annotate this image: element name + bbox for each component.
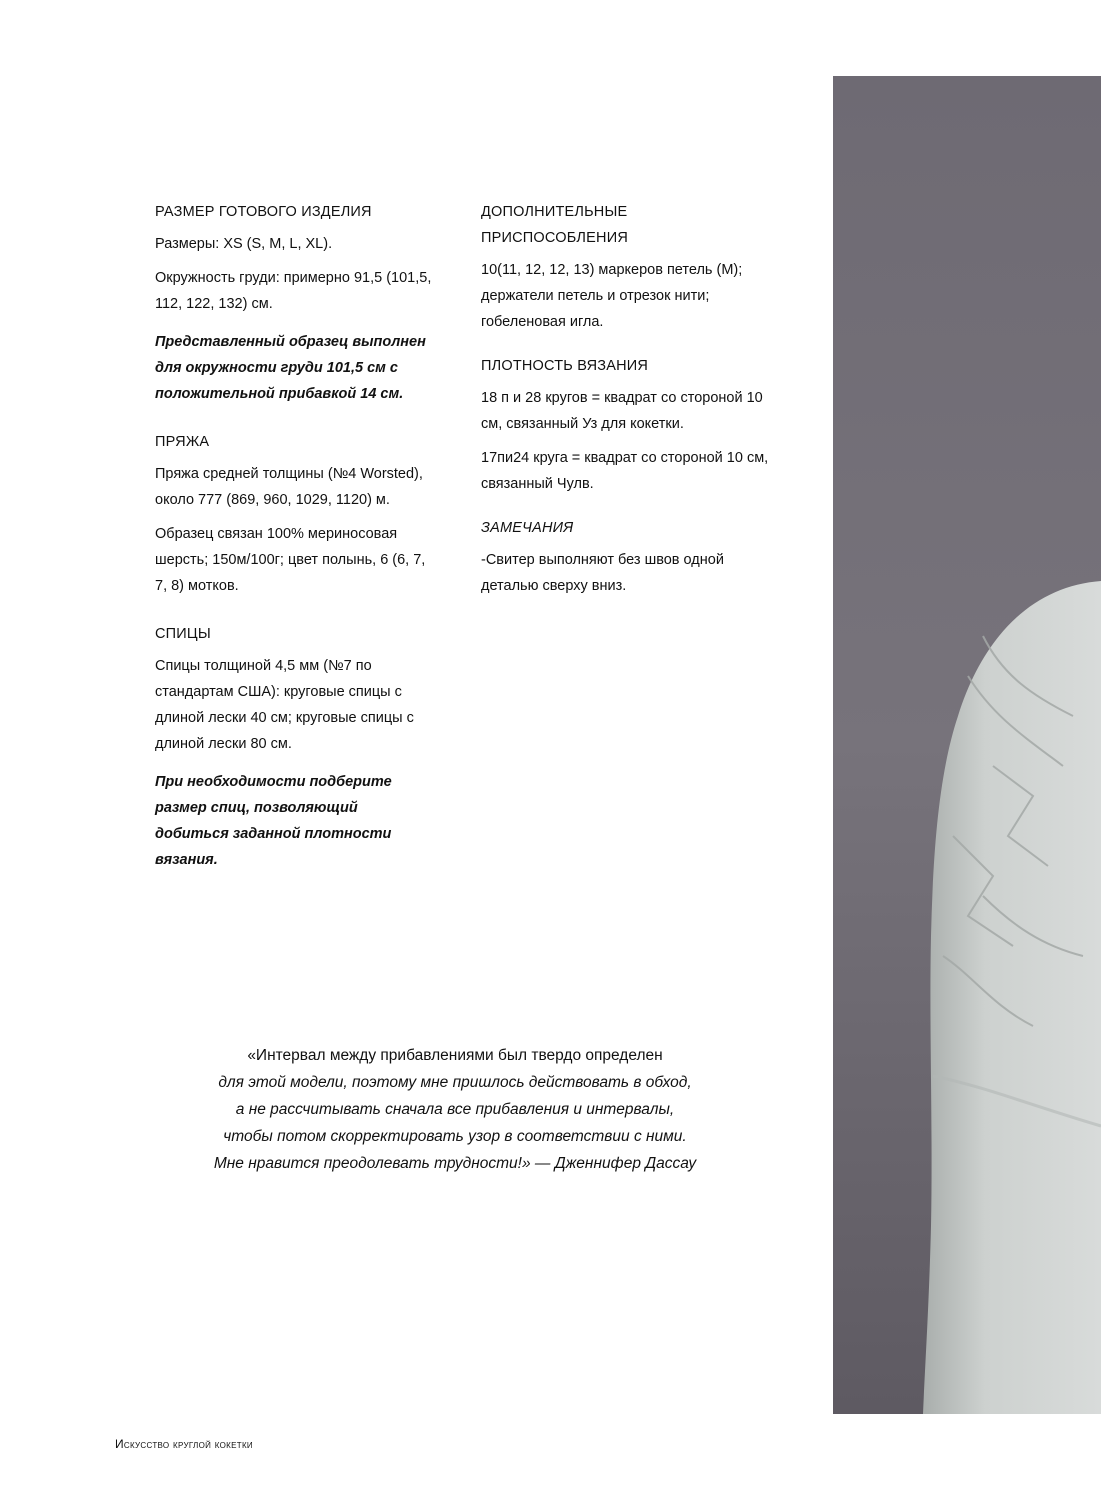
designer-quote (150, 1042, 760, 1177)
gauge-text-1: 18 п и 28 кругов = квадрат со стороной 10 см, связанный Уз для кокетки. (481, 390, 763, 432)
gauge-text-2: 17пи24 круга = квадрат со стороной 10 см, связанный Чулв. (481, 450, 769, 492)
gauge-heading: ПЛОТНОСТЬ ВЯЗАНИЯ (481, 358, 649, 374)
book-title-footer: Искусство круглой кокетки (115, 1437, 253, 1451)
notions-text: 10(11, 12, 12, 13) маркеров петель (М); держатели петель и отрезок нити; гобеленовая игла. (481, 262, 743, 330)
quote-line: «Интервал между прибавлениями был твердо определен (247, 1047, 663, 1064)
needles-text: Спицы толщиной 4,5 мм (№7 по стандартам США): круговые спицы с длиной лески 40 см; круговые спицы с длиной лески 80 см. (155, 658, 414, 752)
quote-line: а не рассчитывать сначала все прибавления и интервалы, (235, 1101, 675, 1118)
yarn-section (155, 429, 435, 599)
sizes-text: Размеры: XS (S, M, L, XL). (155, 236, 333, 252)
needles-heading: СПИЦЫ (155, 626, 211, 642)
quote-line: чтобы потом скорректировать узор в соответствии с ними. (223, 1128, 687, 1145)
size-section (155, 199, 435, 407)
quote-line: Мне нравится преодолевать трудности!» — Дженнифер Дассау (213, 1155, 697, 1172)
sweater-photo (833, 76, 1101, 1414)
notions-section (481, 199, 771, 335)
notes-heading: ЗАМЕЧАНИЯ (481, 520, 574, 536)
yarn-sample-text: Образец связан 100% мериносовая шерсть; 150м/100г; цвет полынь, 6 (6, 7, 7, 8) мотков. (155, 526, 426, 594)
quote-line: для этой модели, поэтому мне пришлось действовать в обход, (218, 1074, 692, 1091)
yarn-text: Пряжа средней толщины (№4 Worsted), около 777 (869, 960, 1029, 1120) м. (155, 466, 423, 508)
sample-note: Представленный образец выполнен для окружности груди 101,5 см с положительной прибавкой 14 см. (155, 334, 426, 402)
notes-text: -Свитер выполняют без швов одной деталью сверху вниз. (481, 552, 724, 594)
notes-section (481, 515, 771, 599)
needles-note: При необходимости подберите размер спиц, позволяющий добиться заданной плотности вязания. (155, 774, 392, 868)
gauge-section (481, 353, 771, 497)
size-heading: РАЗМЕР ГОТОВОГО ИЗДЕЛИЯ (155, 204, 372, 220)
chest-text: Окружность груди: примерно 91,5 (101,5, 112, 122, 132) см. (155, 270, 432, 312)
sweater-photo-image (833, 76, 1101, 1414)
left-column (155, 199, 435, 895)
middle-column (481, 199, 771, 617)
notions-heading: ДОПОЛНИТЕЛЬНЫЕ ПРИСПОСОБЛЕНИЯ (481, 204, 628, 246)
yarn-heading: ПРЯЖА (155, 434, 210, 450)
needles-section (155, 621, 435, 873)
